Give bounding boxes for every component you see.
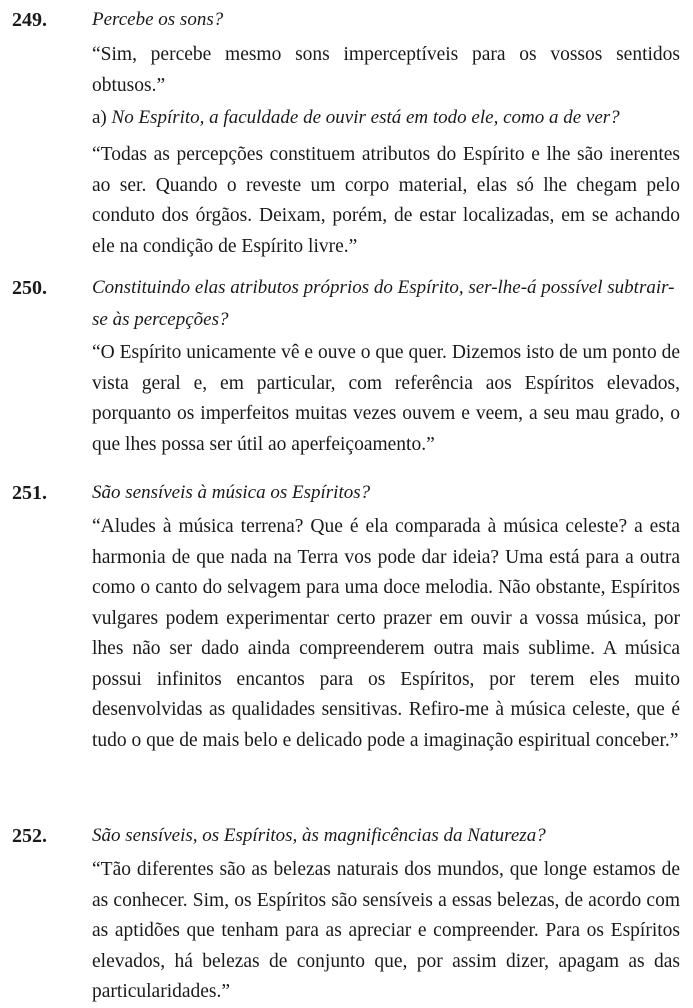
question-text: Constituindo elas atributos próprios do Espírito, ser-lhe-á possível subtrair-se às percepções? — [92, 277, 675, 330]
answer-250: “O Espírito unicamente vê e ouve o que quer. Dizemos isto de um ponto de vista geral e, em particular, com referência aos Espíritos elevados, porquanto os imperfeitos muitas vezes ouvem e veem, a seu mau grado, o que lhes possa ser útil ao aperfeiçoamento.” — [92, 342, 680, 455]
sub-question-text: No Espírito, a faculdade de ouvir está em todo ele, como a de ver? — [111, 107, 620, 128]
answer-251: “Aludes à música terrena? Que é ela comparada à música celeste? a esta harmonia de que nada na Terra vos pode dar ideia? Uma está para a outra como o canto do selvagem para uma doce melodia. Não obstante, Espíritos vulgares podem experimentar certo prazer em ouvir a vossa música, por lhes não ser dado ainda compreenderem outra mais sublime. A música possui infinitos encantos para os Espíritos, por terem eles muito desenvolvidas as qualidades sensitivas. Refiro-me à música celeste, que é tudo o que de mais belo e delicado pode a imaginação espiritual conceber.” — [92, 516, 680, 751]
question-number: 252. — [12, 825, 47, 847]
question-number: 249. — [12, 9, 47, 31]
answer-252: “Tão diferentes são as belezas naturais dos mundos, que longe estamos de as conhecer. Sim, os Espíritos são sensíveis a essas belezas, de acordo com as aptidões que tenham para as apreciar e compreender. Para os Espíritos elevados, há belezas de conjunto que, por assim dizer, apagam as das particularidades.” — [92, 859, 680, 1002]
question-number: 250. — [12, 277, 47, 299]
question-number: 251. — [12, 482, 47, 504]
sub-question-label: a) — [92, 107, 107, 128]
question-text: Percebe os sons? — [92, 9, 224, 30]
sub-question-249a — [92, 102, 684, 134]
answer-249: “Sim, percebe mesmo sons imperceptíveis para os vossos sentidos obtusos.” — [92, 44, 680, 96]
question-text: São sensíveis à música os Espíritos? — [92, 482, 371, 503]
answer-249a: “Todas as percepções constituem atributos do Espírito e lhe são inerentes ao ser. Quando o reveste um corpo material, elas só lhe chegam pelo conduto dos órgãos. Deixam, porém, de estar localizadas, em se achando ele na condição de Espírito livre.” — [92, 144, 680, 257]
question-text: São sensíveis, os Espíritos, às magnificências da Natureza? — [92, 825, 546, 846]
